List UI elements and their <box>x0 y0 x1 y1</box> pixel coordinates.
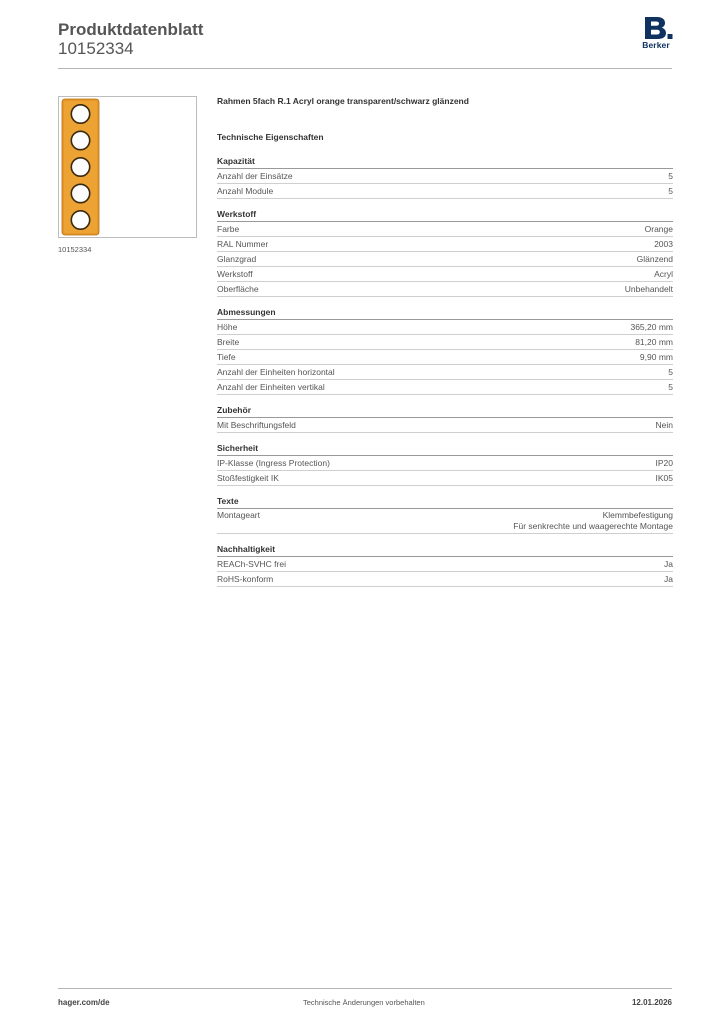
table-row <box>217 282 673 297</box>
table-row <box>217 350 673 365</box>
row-value: Ja <box>664 559 673 569</box>
row-value: 5 <box>668 367 673 377</box>
brand-logo <box>638 16 674 50</box>
footer-date: 12.01.2026 <box>631 998 672 1007</box>
group-title: Texte <box>217 495 673 509</box>
row-value: 5 <box>668 171 673 181</box>
row-label: Stoßfestigkeit IK <box>217 473 279 483</box>
group-abmessungen <box>217 306 673 395</box>
row-value: 2003 <box>654 239 673 249</box>
row-value: Acryl <box>654 269 673 279</box>
row-value: Ja <box>664 574 673 584</box>
row-value: 81,20 mm <box>635 337 673 347</box>
brand-name: Berker <box>642 40 670 50</box>
row-value: 365,20 mm <box>630 322 673 332</box>
table-row <box>217 320 673 335</box>
footer-website: hager.com/de <box>58 998 110 1007</box>
row-value: 5 <box>668 186 673 196</box>
row-label: Anzahl der Einheiten vertikal <box>217 382 325 392</box>
group-title: Nachhaltigkeit <box>217 543 673 557</box>
row-label: Tiefe <box>217 352 236 362</box>
technical-heading: Technische Eigenschaften <box>217 132 324 142</box>
image-caption: 10152334 <box>58 245 92 254</box>
row-label: Werkstoff <box>217 269 253 279</box>
table-row <box>217 418 673 433</box>
row-value-line: Klemmbefestigung <box>602 510 673 520</box>
footer-note: Technische Änderungen vorbehalten <box>303 998 425 1007</box>
table-row <box>217 572 673 587</box>
row-value: Nein <box>655 420 673 430</box>
row-label: Anzahl Module <box>217 186 274 196</box>
row-label: Anzahl der Einheiten horizontal <box>217 367 335 377</box>
group-title: Werkstoff <box>217 208 673 222</box>
header-divider <box>58 68 672 69</box>
group-title: Kapazität <box>217 155 673 169</box>
table-row <box>217 267 673 282</box>
table-row <box>217 365 673 380</box>
row-label: Farbe <box>217 224 240 234</box>
row-value: Unbehandelt <box>624 284 673 294</box>
group-werkstoff <box>217 208 673 297</box>
row-label: REACh-SVHC frei <box>217 559 286 569</box>
row-value: IK05 <box>655 473 673 483</box>
product-name: Rahmen 5fach R.1 Acryl orange transparent/schwarz glänzend <box>217 96 469 106</box>
row-value: 9,90 mm <box>639 352 673 362</box>
group-title: Sicherheit <box>217 442 673 456</box>
table-row <box>217 169 673 184</box>
row-label: IP-Klasse (Ingress Protection) <box>217 458 330 468</box>
row-label: Anzahl der Einsätze <box>217 171 293 181</box>
row-value: Orange <box>644 224 673 234</box>
row-label: Oberfläche <box>217 284 259 294</box>
row-label: Höhe <box>217 322 238 332</box>
group-texte <box>217 495 673 534</box>
frame-5fold-vertical-image <box>59 97 196 237</box>
row-label: Montageart <box>217 510 260 520</box>
row-label: Breite <box>217 337 240 347</box>
article-number: 10152334 <box>58 39 134 58</box>
product-image <box>58 96 197 238</box>
berker-logo-icon <box>638 16 674 40</box>
row-label: RoHS-konform <box>217 574 274 584</box>
row-value-line: Für senkrechte und waagerechte Montage <box>513 521 673 531</box>
table-row <box>217 471 673 486</box>
table-row <box>217 335 673 350</box>
group-zubehoer <box>217 404 673 433</box>
footer-divider <box>58 988 672 989</box>
group-sicherheit <box>217 442 673 486</box>
row-value: 5 <box>668 382 673 392</box>
table-row <box>217 380 673 395</box>
row-label: RAL Nummer <box>217 239 269 249</box>
row-value: IP20 <box>655 458 673 468</box>
row-label: Glanzgrad <box>217 254 257 264</box>
table-row <box>217 252 673 267</box>
table-row <box>217 237 673 252</box>
table-row <box>217 456 673 471</box>
page-title: Produktdatenblatt <box>58 20 204 39</box>
group-nachhaltigkeit <box>217 543 673 587</box>
table-row <box>217 184 673 199</box>
table-row <box>217 557 673 572</box>
row-value: Glänzend <box>636 254 673 264</box>
table-row <box>217 222 673 237</box>
group-kapazitaet <box>217 155 673 199</box>
group-title: Abmessungen <box>217 306 673 320</box>
technical-data-section <box>217 96 673 596</box>
table-row <box>217 509 673 534</box>
row-value <box>513 510 673 532</box>
row-label: Mit Beschriftungsfeld <box>217 420 296 430</box>
group-title: Zubehör <box>217 404 673 418</box>
